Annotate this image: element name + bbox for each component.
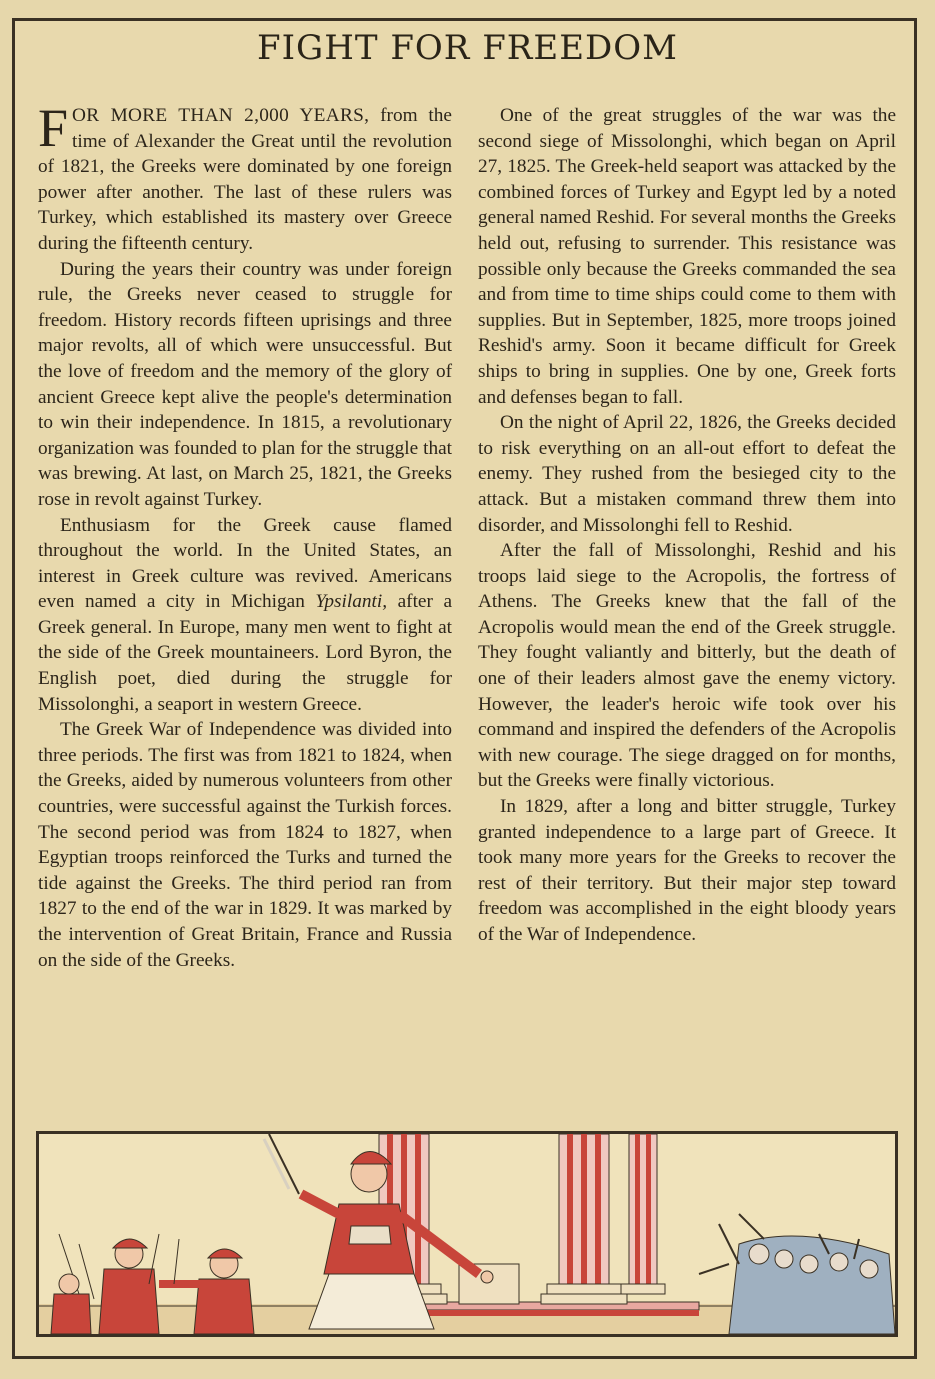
paragraph-text: after a Greek general. In Europe, many men went to fight at the side of the Greek mountaineers. Lord Byron, the English poet, died during the struggle for Missolonghi, a seaport in western Greece. <box>38 591 453 715</box>
page-title: FIGHT FOR FREEDOM <box>257 28 678 68</box>
paragraph: On the night of April 22, 1826, the Greeks decided to risk everything on an all-out effort to defeat the enemy. They rushed from the besieged city to the attack. But a mistaken command threw them into disorder, and Missolonghi fell to Reshid. <box>478 412 896 536</box>
paragraph: After the fall of Missolonghi, Reshid and his troops laid siege to the Acropolis, the fortress of Athens. The Greeks knew that the fall of the Acropolis would mean the end of the Greek struggle. They fought valiantly and bitterly, but the death of one of their leaders almost gave the enemy victory. However, the leader's heroic wife took over his command and inspired the defenders of the Acropolis with new courage. The siege dragged on for months, but the Greeks were finally victorious. <box>478 540 896 792</box>
paragraph-text: Enthusiasm for the Greek cause flamed throughout the world. In the United States, an interest in Greek culture was revived. Americans even named a city in Michigan <box>38 514 452 613</box>
right-column <box>478 103 896 948</box>
paragraph: During the years their country was under foreign rule, the Greeks never ceased to struggle for freedom. History records fifteen uprisings and three major revolts, all of which were unsuccessful. But the love of freedom and the memory of the glory of ancient Greece kept alive the people's determination to win their independence. In 1815, a revolutionary organization was founded to plan for the struggle that was brewing. At last, on March 25, 1821, the Greeks rose in revolt against Turkey. <box>38 258 452 510</box>
paragraph: The Greek War of Independence was divided into three periods. The first was from 1821 to 1824, when the Greeks, aided by numerous volunteers from other countries, were successful against the Turkish forces. The second period was from 1824 to 1827, when Egyptian troops reinforced the Turks and turned the tide against the Greeks. The third period ran from 1827 to the end of the war in 1829. It was marked by the intervention of Great Britain, France and Russia on the side of the Greeks. <box>38 719 452 971</box>
italic-city-name: Ypsilanti, <box>315 591 388 613</box>
temple-column-middle <box>541 1134 627 1304</box>
paragraph: In 1829, after a long and bitter struggle, Turkey granted independence to a large part of Greece. It took many more years for the Greeks to recover the rest of their territory. But their major step toward freedom was accomplished in the eight bloody years of the War of Independence. <box>478 796 896 945</box>
paragraph <box>38 98 452 257</box>
paragraph: One of the great struggles of the war was the second siege of Missolonghi, which began on April 27, 1825. The Greek-held seaport was attacked by the combined forces of Turkey and Egypt led by a noted general named Reshid. For several months the Greeks held out, refusing to surrender. This resistance was possible only because the Greeks commanded the sea and from time to time ships could come to them with supplies. But in September, 1825, more troops joined Reshid's army. Soon it became difficult for Greek ships to bring in supplies. One by one, Greek forts and defenses began to fall. <box>478 105 896 408</box>
temple-column-right <box>621 1134 665 1294</box>
paragraph <box>38 513 452 718</box>
paragraph-text: from the time of Alexander the Great until the revolution of 1821, the Greeks were dominated by one foreign power after another. The last of these rulers was Turkey, which established its mastery over Greece during the fifteenth century. <box>38 105 452 254</box>
left-column <box>38 98 453 973</box>
lead-in-text: OR MORE THAN 2,000 YEARS, <box>72 105 370 126</box>
greek-soldiers <box>51 1234 254 1334</box>
drop-cap: F <box>38 98 69 158</box>
illustration-svg <box>39 1134 895 1334</box>
battle-illustration <box>36 1131 898 1337</box>
